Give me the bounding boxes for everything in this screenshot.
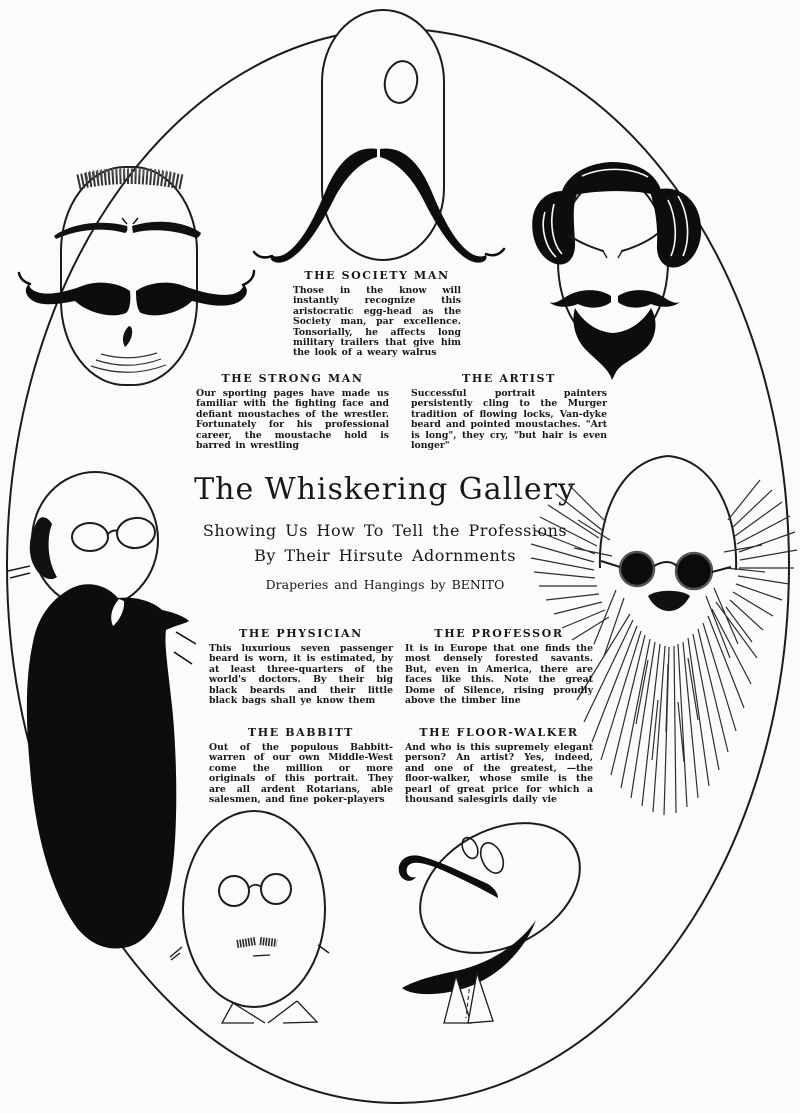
babbitt-body: Out of the populous Babbitt-warren of our own Middle-West come the million or more originals of this portrait. They are all ardent Rotarians, able salesmen, and fine poker-players [209,742,393,806]
artist-hair-bun-left [532,191,577,265]
strong-man-caption [196,372,389,451]
physician-caption [209,627,393,706]
subtitle-line-1: Showing Us How To Tell the Professions [202,521,568,540]
strong-man-eyebrow-left [54,223,127,239]
physician-spectacle-arm [8,566,30,578]
professor-fan-beard [577,588,757,815]
strong-man-soul-patch [123,326,132,347]
artist-body: Successful portrait painters persistently cling to the Murger tradition of flowing locks, Van-dyke beard and pointed moustaches. "Art is long", they cry, "but hair is even longer" [411,388,607,452]
physician-heading: THE PHYSICIAN [239,627,363,640]
society-man-heading: THE SOCIETY MAN [304,269,450,282]
physician-body: This luxurious seven passenger beard is worn, it is estimated, by at least three-quarters of the world's doctors. By their big black beards and their little black bags shall ye know them [209,643,393,707]
professor-heading: THE PROFESSOR [434,627,564,640]
society-man-head [322,10,444,260]
professor-caption [405,627,593,706]
masthead [120,472,650,592]
babbitt-toothbrush-moustache [237,941,256,944]
byline: Draperies and Hangings by BENITO [265,577,505,592]
floor-walker-figure [398,797,603,1023]
strong-man-moustache-left [26,283,131,316]
strong-man-eyebrow-right [132,222,201,238]
strong-man-figure [19,167,254,385]
strong-man-chin-lines [91,353,166,372]
babbitt-glasses-icon [219,876,249,906]
babbitt-face [183,811,325,1007]
page-title: The Whiskering Gallery [194,472,576,507]
strong-man-body: Our sporting pages have made us familiar with the fighting face and defiant moustaches of the wrestler. Fortunately for his professional career, the moustache hold is barred in wrestling [196,388,389,452]
physician-big-beard [27,584,189,948]
strong-man-moustache-right [136,283,247,316]
society-man-figure [254,10,504,263]
professor-body: It is in Europe that one finds the most densely forested savants. But, even in America, there are faces like this. Note the great Dome of Silence, rising proudly above the timber line [405,643,593,707]
floor-walker-head [398,797,603,979]
artist-figure [532,162,701,380]
babbitt-caption [209,726,393,805]
society-man-caption [293,269,461,359]
strong-man-crewcut-hair [78,177,182,183]
floor-walker-caption [405,726,593,805]
babbitt-ears [170,945,329,960]
professor-moustache [648,591,690,611]
strong-man-face [61,167,197,385]
society-man-body: Those in the know will instantly recognize this aristocratic egg-head as the Society man, par excellence. Tonsorially, he affects long military trailers that give him the look of a weary walrus [293,285,461,359]
babbitt-figure [170,811,329,1023]
floor-walker-body: And who is this supremely elegant person? An artist? Yes, indeed, and one of the greatest, —the floor-walker, whose smile is the pearl of great price for which a thousand salesgirls daily vie [405,742,593,806]
floor-walker-heading: THE FLOOR-WALKER [419,726,579,739]
babbitt-mouth [253,955,270,956]
artist-caption [411,372,607,451]
babbitt-heading: THE BABBITT [248,726,354,739]
subtitle-line-2: By Their Hirsute Adornments [254,546,516,565]
strong-man-heading: THE STRONG MAN [221,372,364,385]
artist-heading: THE ARTIST [462,372,556,385]
